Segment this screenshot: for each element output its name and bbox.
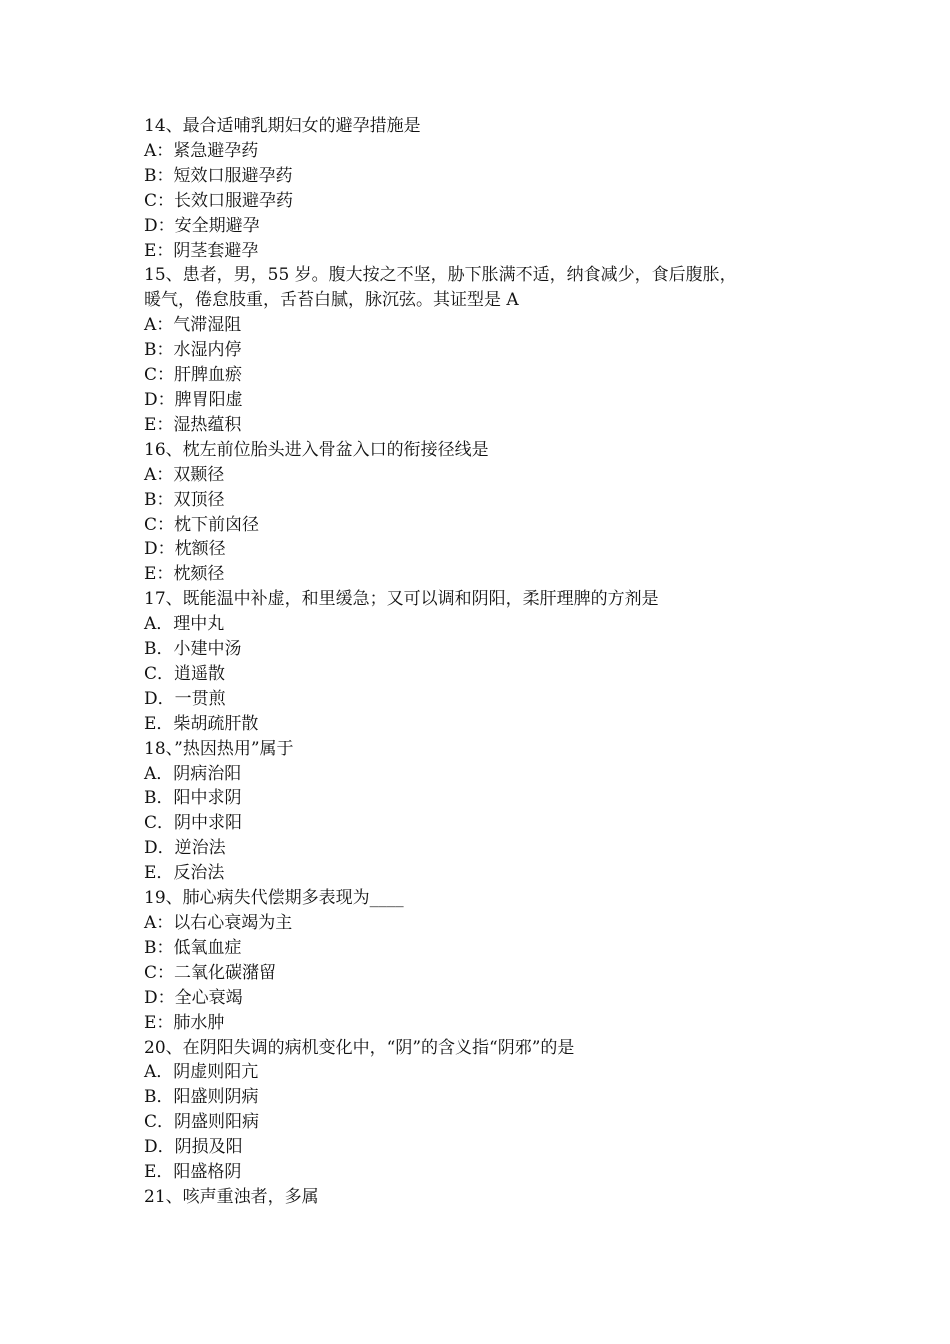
- q16-option-a: A：双颞径: [144, 464, 225, 485]
- q14-option-b: B：短效口服避孕药: [144, 165, 293, 186]
- q16-option-c: C：枕下前囟径: [144, 514, 260, 535]
- q15-option-a: A：气滞湿阻: [144, 315, 242, 336]
- q15-option-e: E：湿热蕴积: [144, 414, 242, 435]
- q15-option-b: B：水湿内停: [144, 340, 242, 361]
- q17-option-b: B．小建中汤: [144, 639, 242, 660]
- q15-option-d: D：脾胃阳虚: [144, 389, 243, 410]
- document-body: [144, 114, 824, 1210]
- q19-option-d: D：全心衰竭: [144, 987, 243, 1008]
- q18-option-c: C．阴中求阳: [144, 813, 243, 834]
- q18-option-a: A．阴病治阳: [144, 763, 242, 784]
- q19-option-a: A：以右心衰竭为主: [144, 913, 293, 933]
- q19-option-e: E：肺水肿: [144, 1012, 225, 1033]
- q20-option-c: C．阴盛则阳病: [144, 1112, 260, 1133]
- question-15-line-1: 15、患者，男，55 岁。腹大按之不坚，胁下胀满不适，纳食减少，食后腹胀，: [144, 265, 737, 286]
- question-18: 18、”热因热用”属于: [144, 738, 294, 759]
- q20-option-a: A．阴虚则阳亢: [144, 1062, 259, 1083]
- q19-option-b: B：低氧血症: [144, 937, 242, 958]
- q17-option-e: E．柴胡疏肝散: [144, 713, 259, 734]
- question-16: 16、枕左前位胎头进入骨盆入口的衔接径线是: [144, 439, 489, 460]
- question-21: 21、咳声重浊者，多属: [144, 1186, 319, 1207]
- q15-option-c: C：肝脾血瘀: [144, 365, 243, 386]
- q17-option-c: C．逍遥散: [144, 663, 226, 684]
- q17-option-a: A．理中丸: [144, 614, 225, 635]
- q14-option-c: C：长效口服避孕药: [144, 190, 294, 211]
- question-14: 14、最合适哺乳期妇女的避孕措施是: [144, 116, 421, 136]
- q19-option-c: C：二氧化碳潴留: [144, 962, 277, 983]
- q14-option-e: E：阴茎套避孕: [144, 240, 259, 261]
- q17-option-d: D．一贯煎: [144, 688, 226, 709]
- question-17: 17、既能温中补虚，和里缓急；又可以调和阴阳，柔肝理脾的方剂是: [144, 589, 659, 610]
- q20-option-e: E．阳盛格阴: [144, 1162, 242, 1183]
- q14-option-a: A：紧急避孕药: [144, 140, 259, 161]
- q18-option-b: B．阳中求阴: [144, 788, 242, 809]
- question-19: 19、肺心病失代偿期多表现为____: [144, 888, 404, 909]
- q16-option-b: B：双顶径: [144, 489, 225, 510]
- question-20: 20、在阴阳失调的病机变化中，“阴”的含义指“阴邪”的是: [144, 1037, 575, 1058]
- q20-option-b: B．阳盛则阴病: [144, 1087, 259, 1108]
- q18-option-d: D．逆治法: [144, 838, 226, 859]
- q16-option-e: E：枕颏径: [144, 564, 225, 585]
- question-15-line-2: 暖气，倦怠肢重，舌苔白腻，脉沉弦。其证型是 A: [144, 290, 519, 311]
- q16-option-d: D：枕额径: [144, 539, 226, 560]
- q20-option-d: D．阴损及阳: [144, 1137, 243, 1158]
- q14-option-d: D：安全期避孕: [144, 215, 260, 236]
- q18-option-e: E．反治法: [144, 863, 225, 884]
